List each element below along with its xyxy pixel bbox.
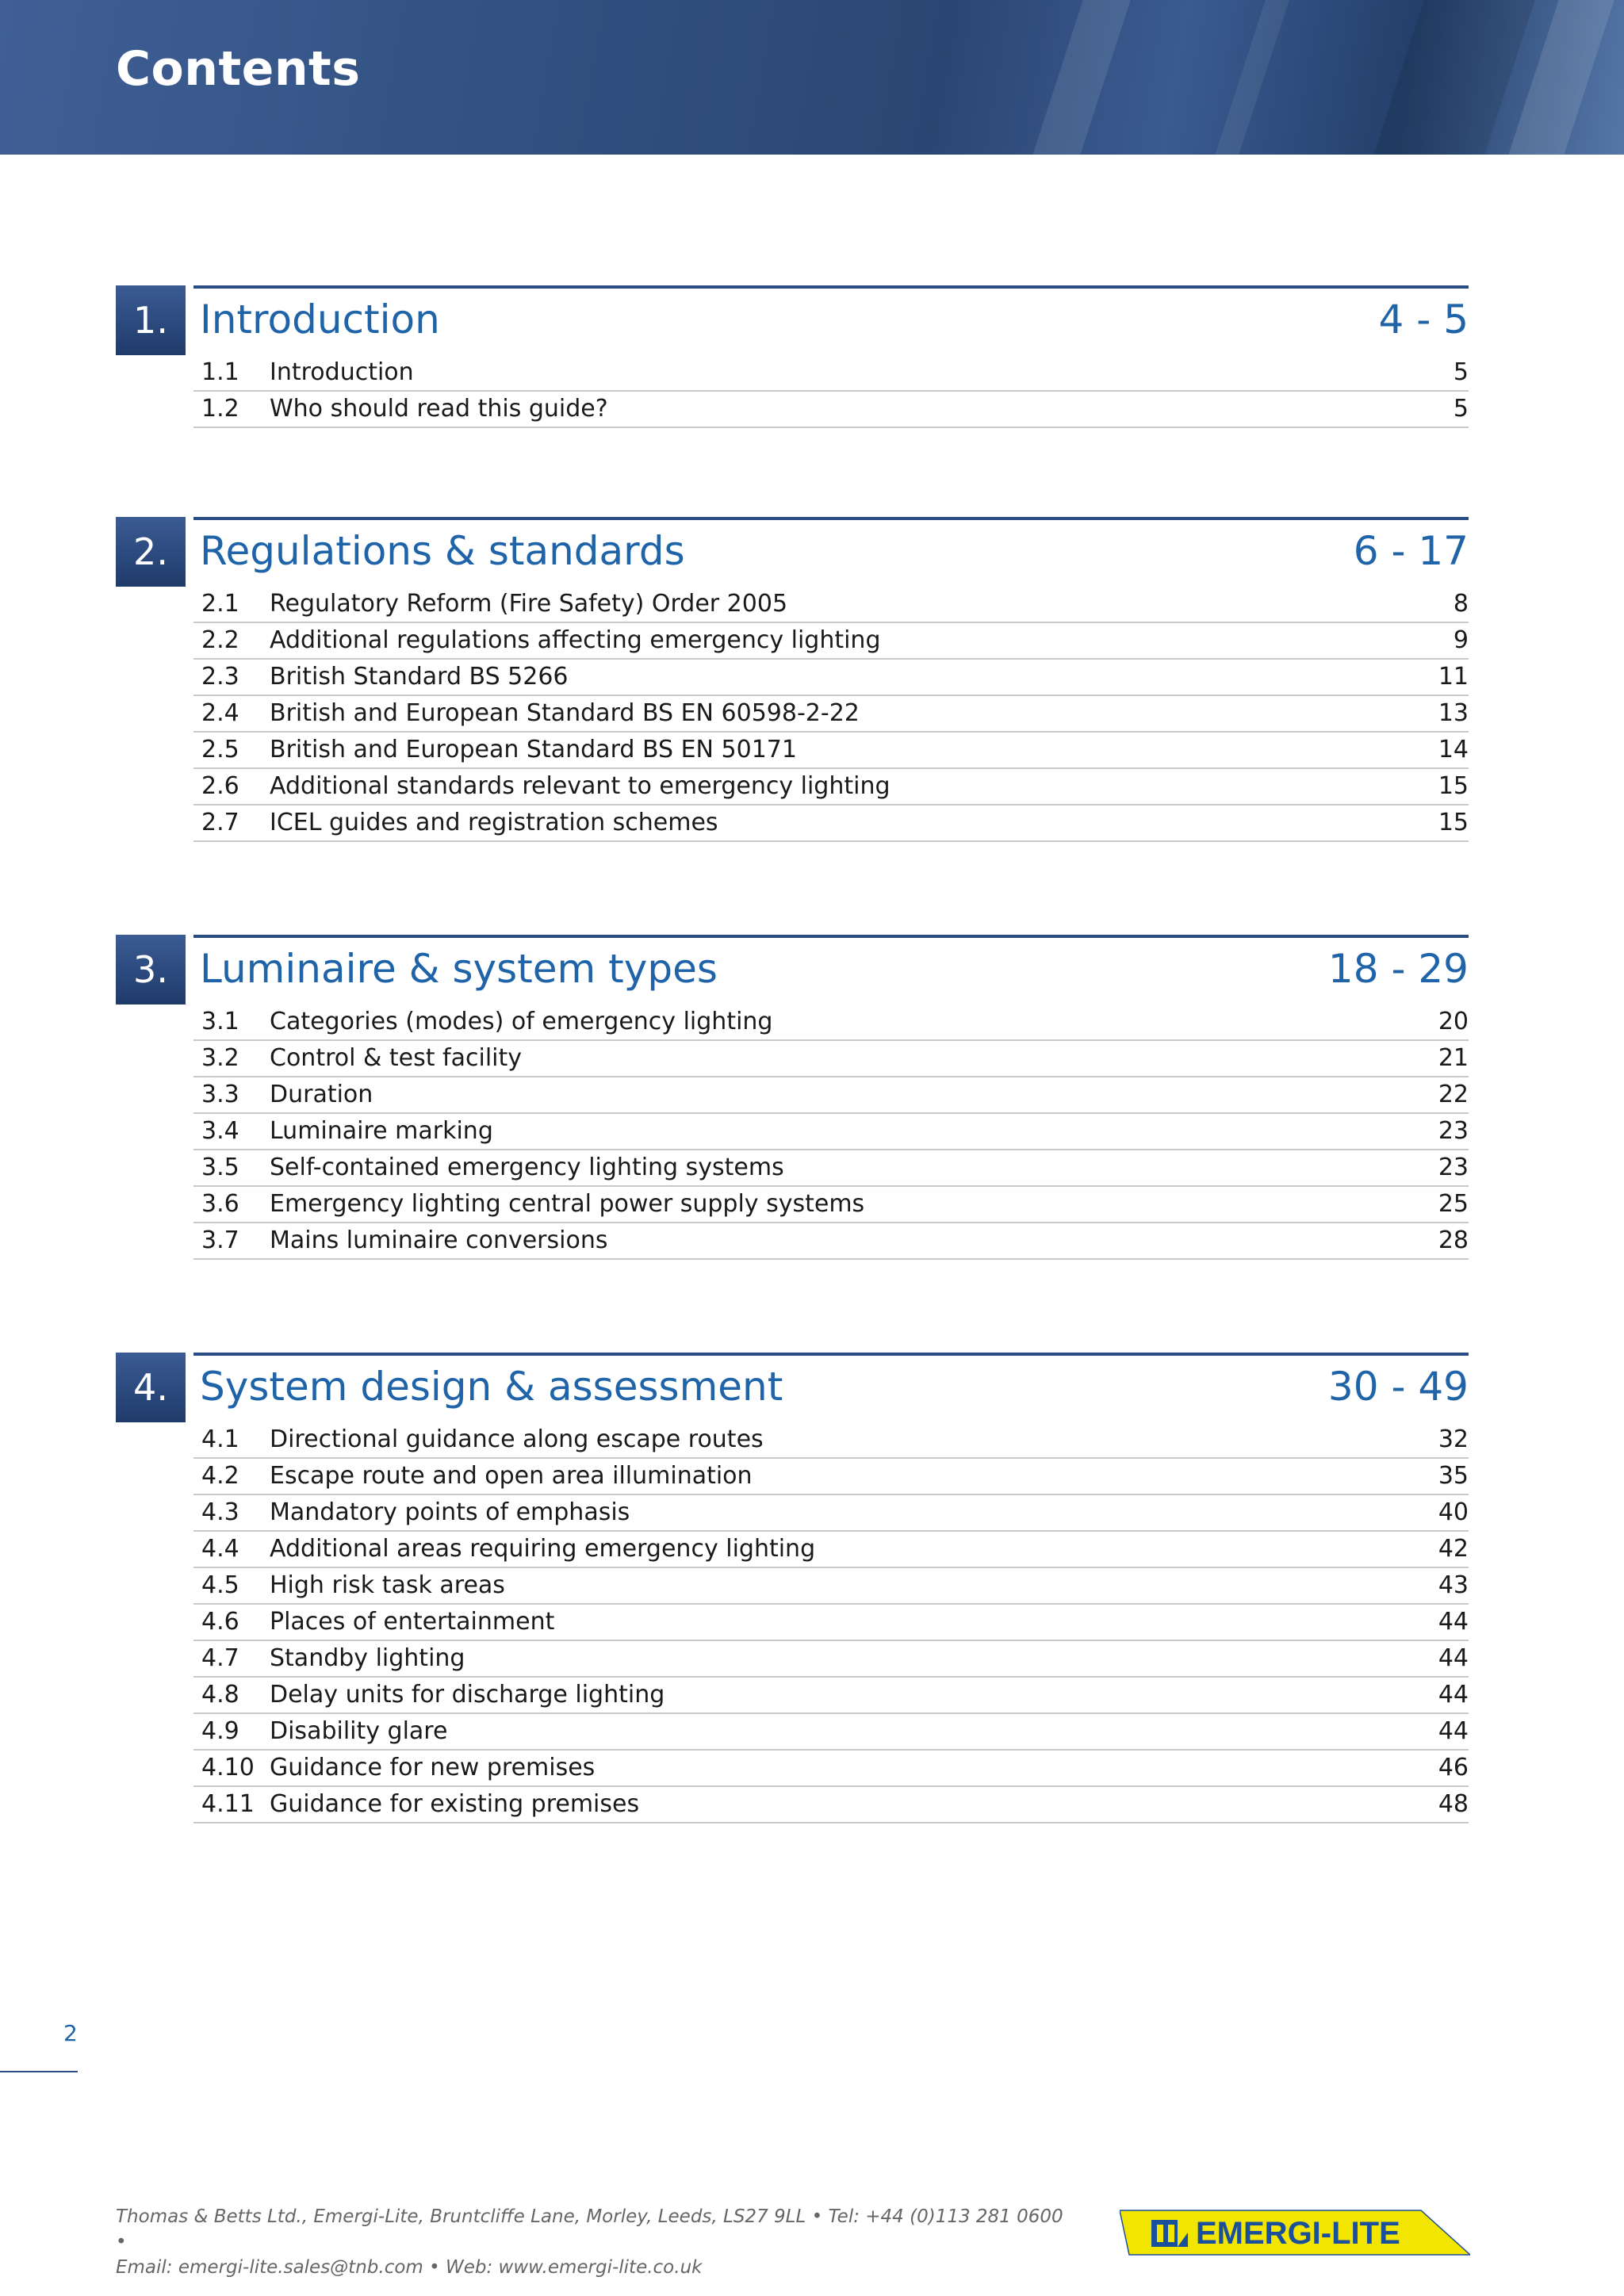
toc-items — [193, 587, 1469, 842]
toc-item-label: Categories (modes) of emergency lighting — [270, 1008, 773, 1035]
toc-item-label: Additional areas requiring emergency lighting — [270, 1535, 816, 1563]
toc-row[interactable] — [193, 1187, 1469, 1223]
toc-item-label: Mandatory points of emphasis — [270, 1498, 630, 1526]
toc-item-page: 46 — [1438, 1754, 1469, 1781]
toc-row[interactable] — [193, 806, 1469, 842]
section-page-range: 4 - 5 — [1378, 297, 1469, 342]
toc-item-number: 4.7 — [201, 1644, 239, 1672]
toc-row[interactable] — [193, 660, 1469, 696]
toc-item-page: 5 — [1453, 395, 1469, 423]
section-title[interactable]: Introduction — [200, 297, 440, 342]
toc-row[interactable] — [193, 1678, 1469, 1714]
toc-row[interactable] — [193, 1114, 1469, 1150]
section-title[interactable]: Regulations & standards — [200, 528, 685, 574]
toc-item-number: 2.6 — [201, 772, 239, 800]
toc-row[interactable] — [193, 392, 1469, 428]
toc-item-label: Additional standards relevant to emergency lighting — [270, 772, 891, 800]
toc-item-page: 8 — [1453, 590, 1469, 618]
toc-item-page: 44 — [1438, 1608, 1469, 1636]
toc-item-number: 2.3 — [201, 663, 239, 691]
toc-item-number: 4.3 — [201, 1498, 239, 1526]
toc-item-number: 3.4 — [201, 1117, 239, 1145]
toc-item-label: Regulatory Reform (Fire Safety) Order 2005 — [270, 590, 788, 618]
toc-item-page: 25 — [1438, 1190, 1469, 1218]
toc-row[interactable] — [193, 355, 1469, 392]
toc-item-label: Introduction — [270, 358, 414, 386]
toc-item-number: 4.6 — [201, 1608, 239, 1636]
section-number: 4. — [116, 1353, 186, 1422]
toc-row[interactable] — [193, 1495, 1469, 1532]
toc-item-label: Delay units for discharge lighting — [270, 1681, 665, 1709]
toc-item-number: 4.2 — [201, 1462, 239, 1490]
toc-item-number: 3.2 — [201, 1044, 239, 1072]
toc-item-number: 1.2 — [201, 395, 239, 423]
toc-item-label: British Standard BS 5266 — [270, 663, 569, 691]
toc-item-page: 21 — [1438, 1044, 1469, 1072]
section-title[interactable]: Luminaire & system types — [200, 946, 718, 992]
toc-item-label: Mains luminaire conversions — [270, 1226, 608, 1254]
toc-item-number: 4.10 — [201, 1754, 255, 1781]
toc-item-page: 13 — [1438, 699, 1469, 727]
section-page-range: 30 - 49 — [1327, 1364, 1469, 1410]
toc-row[interactable] — [193, 1714, 1469, 1751]
toc-item-label: Disability glare — [270, 1717, 448, 1745]
toc-item-number: 4.9 — [201, 1717, 239, 1745]
toc-item-label: Places of entertainment — [270, 1608, 555, 1636]
toc-item-number: 4.4 — [201, 1535, 239, 1563]
toc-item-number: 4.1 — [201, 1425, 239, 1453]
toc-item-number: 3.6 — [201, 1190, 239, 1218]
toc-row[interactable] — [193, 733, 1469, 769]
toc-item-number: 2.1 — [201, 590, 239, 618]
toc-item-page: 9 — [1453, 626, 1469, 654]
header-banner — [0, 0, 1624, 155]
toc-item-number: 2.5 — [201, 736, 239, 763]
footer-contact — [116, 2204, 1067, 2280]
section-rule — [193, 285, 1469, 289]
footer-email-web-line[interactable]: Email: emergi-lite.sales@tnb.com • Web: www.emergi-lite.co.uk — [116, 2257, 703, 2278]
footer-address-line: Thomas & Betts Ltd., Emergi-Lite, Bruntcliffe Lane, Morley, Leeds, LS27 9LL • Tel: +44 (0)113 281 0600 • — [116, 2206, 1063, 2252]
toc-item-label: Emergency lighting central power supply systems — [270, 1190, 865, 1218]
toc-item-label: Duration — [270, 1081, 373, 1108]
toc-row[interactable] — [193, 1041, 1469, 1077]
section-number: 2. — [116, 517, 186, 587]
toc-item-number: 3.7 — [201, 1226, 239, 1254]
logo-mark-icon — [1151, 2220, 1188, 2247]
page-title: Contents — [116, 41, 361, 97]
toc-item-page: 5 — [1453, 358, 1469, 386]
toc-item-page: 32 — [1438, 1425, 1469, 1453]
toc-items — [193, 1004, 1469, 1260]
toc-item-label: Luminaire marking — [270, 1117, 493, 1145]
toc-row[interactable] — [193, 696, 1469, 733]
toc-item-number: 1.1 — [201, 358, 239, 386]
toc-item-label: Standby lighting — [270, 1644, 465, 1672]
toc-row[interactable] — [193, 587, 1469, 623]
toc-item-number: 4.5 — [201, 1571, 239, 1599]
toc-row[interactable] — [193, 1223, 1469, 1260]
section-page-range: 6 - 17 — [1353, 528, 1469, 574]
section-number: 1. — [116, 285, 186, 355]
toc-item-page: 22 — [1438, 1081, 1469, 1108]
toc-item-number: 2.4 — [201, 699, 239, 727]
toc-item-number: 3.1 — [201, 1008, 239, 1035]
toc-item-number: 4.11 — [201, 1790, 255, 1818]
toc-row[interactable] — [193, 1605, 1469, 1641]
toc-row[interactable] — [193, 769, 1469, 806]
toc-item-page: 44 — [1438, 1717, 1469, 1745]
toc-item-number: 2.7 — [201, 809, 239, 836]
section-page-range: 18 - 29 — [1327, 946, 1469, 992]
toc-item-label: Guidance for new premises — [270, 1754, 596, 1781]
toc-row[interactable] — [193, 1751, 1469, 1787]
toc-item-label: Additional regulations affecting emergency lighting — [270, 626, 881, 654]
toc-item-label: Escape route and open area illumination — [270, 1462, 753, 1490]
toc-item-label: Guidance for existing premises — [270, 1790, 640, 1818]
toc-item-label: Control & test facility — [270, 1044, 523, 1072]
toc-item-page: 48 — [1438, 1790, 1469, 1818]
section-rule — [193, 517, 1469, 520]
toc-items — [193, 355, 1469, 428]
toc-item-page: 44 — [1438, 1681, 1469, 1709]
toc-item-label: British and European Standard BS EN 50171 — [270, 736, 797, 763]
toc-item-page: 28 — [1438, 1226, 1469, 1254]
toc-item-label: Self-contained emergency lighting systems — [270, 1154, 784, 1181]
toc-row[interactable] — [193, 1787, 1469, 1823]
page-number: 2 — [63, 2020, 78, 2046]
toc-item-label: British and European Standard BS EN 60598-2-22 — [270, 699, 860, 727]
toc-item-number: 4.8 — [201, 1681, 239, 1709]
toc-item-page: 20 — [1438, 1008, 1469, 1035]
toc-item-page: 44 — [1438, 1644, 1469, 1672]
toc-row[interactable] — [193, 623, 1469, 660]
section-rule — [193, 1353, 1469, 1356]
toc-item-page: 42 — [1438, 1535, 1469, 1563]
emergi-lite-logo — [1120, 2209, 1470, 2256]
toc-row[interactable] — [193, 1422, 1469, 1459]
toc-item-page: 14 — [1438, 736, 1469, 763]
toc-row[interactable] — [193, 1568, 1469, 1605]
toc-row[interactable] — [193, 1459, 1469, 1495]
toc-row[interactable] — [193, 1532, 1469, 1568]
page-number-rule — [0, 2071, 78, 2072]
toc-item-number: 2.2 — [201, 626, 239, 654]
header-streak — [1362, 0, 1540, 155]
toc-item-label: Directional guidance along escape routes — [270, 1425, 764, 1453]
section-number: 3. — [116, 935, 186, 1004]
logo-wordmark: EMERGI-LITE — [1196, 2216, 1400, 2251]
toc-item-page: 15 — [1438, 809, 1469, 836]
toc-row[interactable] — [193, 1004, 1469, 1041]
toc-item-number: 3.5 — [201, 1154, 239, 1181]
toc-item-label: High risk task areas — [270, 1571, 505, 1599]
toc-item-page: 23 — [1438, 1154, 1469, 1181]
toc-row[interactable] — [193, 1077, 1469, 1114]
toc-item-page: 11 — [1438, 663, 1469, 691]
toc-item-number: 3.3 — [201, 1081, 239, 1108]
toc-item-label: Who should read this guide? — [270, 395, 608, 423]
header-streak — [1021, 0, 1136, 155]
section-title[interactable]: System design & assessment — [200, 1364, 783, 1410]
section-rule — [193, 935, 1469, 938]
toc-row[interactable] — [193, 1641, 1469, 1678]
header-streak — [1204, 0, 1294, 155]
toc-items — [193, 1422, 1469, 1823]
toc-item-label: ICEL guides and registration schemes — [270, 809, 718, 836]
toc-row[interactable] — [193, 1150, 1469, 1187]
toc-item-page: 15 — [1438, 772, 1469, 800]
toc-item-page: 43 — [1438, 1571, 1469, 1599]
toc-item-page: 23 — [1438, 1117, 1469, 1145]
toc-item-page: 40 — [1438, 1498, 1469, 1526]
toc-item-page: 35 — [1438, 1462, 1469, 1490]
